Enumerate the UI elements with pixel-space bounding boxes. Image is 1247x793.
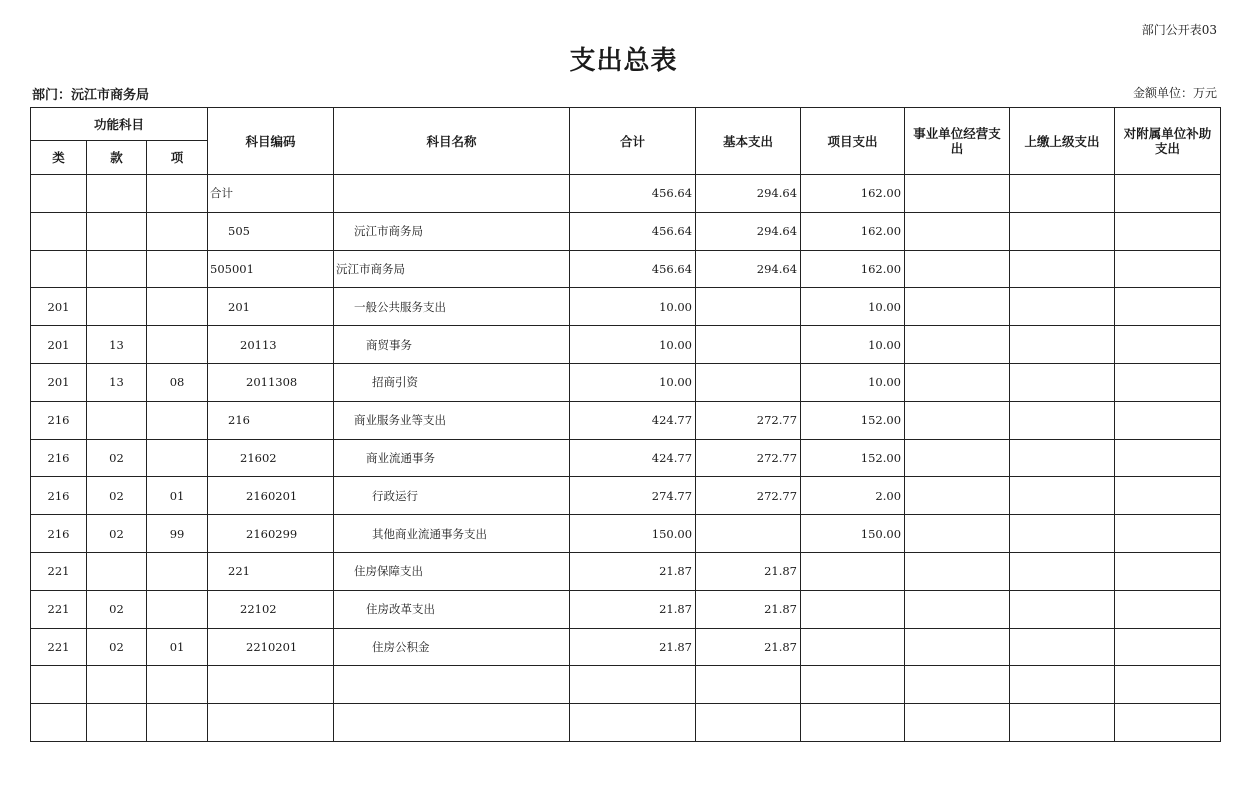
cell-total: 10.00	[570, 363, 696, 401]
cell-name	[334, 175, 570, 213]
table-row	[31, 704, 1221, 742]
cell-subsidy	[1115, 326, 1221, 364]
cell-basic	[696, 326, 801, 364]
cell-subsidy	[1115, 477, 1221, 515]
amount-unit-label: 金额单位：万元	[1132, 86, 1217, 100]
table-row	[31, 477, 1221, 515]
cell-kuan	[87, 666, 147, 704]
cell-kuan	[87, 175, 147, 213]
cell-project	[801, 666, 905, 704]
cell-project: 2.00	[801, 477, 905, 515]
cell-code: 216	[208, 401, 334, 439]
cell-upper	[1010, 288, 1115, 326]
table-row	[31, 288, 1221, 326]
cell-kuan	[87, 704, 147, 742]
cell-lei	[31, 250, 87, 288]
table-row	[31, 401, 1221, 439]
cell-basic: 294.64	[696, 250, 801, 288]
cell-basic	[696, 666, 801, 704]
cell-project: 162.00	[801, 175, 905, 213]
cell-subsidy	[1115, 401, 1221, 439]
cell-name: 招商引资	[334, 363, 570, 401]
cell-basic: 272.77	[696, 477, 801, 515]
header-project: 项目支出	[801, 108, 905, 175]
header-kuan: 款	[87, 141, 147, 175]
cell-name: 商业流通事务	[334, 439, 570, 477]
cell-total: 10.00	[570, 326, 696, 364]
cell-kuan: 02	[87, 515, 147, 553]
cell-subsidy	[1115, 175, 1221, 213]
cell-total: 10.00	[570, 288, 696, 326]
cell-upper	[1010, 326, 1115, 364]
cell-code: 22102	[208, 590, 334, 628]
table-row	[31, 666, 1221, 704]
cell-project: 150.00	[801, 515, 905, 553]
table-row	[31, 515, 1221, 553]
cell-name: 住房保障支出	[334, 552, 570, 590]
expenditure-table	[30, 107, 1221, 742]
table-row	[31, 326, 1221, 364]
header-basic: 基本支出	[696, 108, 801, 175]
cell-name: 住房公积金	[334, 628, 570, 666]
cell-project	[801, 590, 905, 628]
cell-name	[334, 666, 570, 704]
page-title: 支出总表	[569, 46, 678, 76]
cell-name: 商贸事务	[334, 326, 570, 364]
cell-name: 沅江市商务局	[334, 212, 570, 250]
cell-xiang	[147, 250, 208, 288]
cell-xiang	[147, 401, 208, 439]
cell-code: 21602	[208, 439, 334, 477]
cell-code: 2011308	[208, 363, 334, 401]
cell-business	[905, 212, 1010, 250]
cell-upper	[1010, 212, 1115, 250]
cell-lei: 216	[31, 477, 87, 515]
table-row	[31, 212, 1221, 250]
cell-upper	[1010, 666, 1115, 704]
cell-name	[334, 704, 570, 742]
header-xiang: 项	[147, 141, 208, 175]
cell-total: 456.64	[570, 212, 696, 250]
cell-xiang: 01	[147, 628, 208, 666]
header-row-1	[31, 108, 1221, 141]
cell-upper	[1010, 704, 1115, 742]
cell-xiang: 08	[147, 363, 208, 401]
cell-total: 424.77	[570, 401, 696, 439]
cell-code	[208, 704, 334, 742]
cell-basic: 294.64	[696, 175, 801, 213]
cell-kuan: 13	[87, 363, 147, 401]
header-business: 事业单位经营支出	[905, 108, 1010, 175]
cell-upper	[1010, 175, 1115, 213]
cell-subsidy	[1115, 212, 1221, 250]
cell-code: 221	[208, 552, 334, 590]
cell-kuan: 02	[87, 628, 147, 666]
header-name: 科目名称	[334, 108, 570, 175]
cell-subsidy	[1115, 590, 1221, 628]
header-lei: 类	[31, 141, 87, 175]
cell-total: 21.87	[570, 590, 696, 628]
cell-subsidy	[1115, 704, 1221, 742]
cell-upper	[1010, 439, 1115, 477]
cell-total	[570, 666, 696, 704]
cell-upper	[1010, 515, 1115, 553]
cell-xiang	[147, 552, 208, 590]
cell-lei	[31, 212, 87, 250]
cell-xiang	[147, 326, 208, 364]
cell-kuan: 02	[87, 439, 147, 477]
table-row	[31, 363, 1221, 401]
cell-total: 456.64	[570, 250, 696, 288]
cell-business	[905, 250, 1010, 288]
cell-business	[905, 401, 1010, 439]
cell-subsidy	[1115, 666, 1221, 704]
cell-business	[905, 704, 1010, 742]
cell-basic	[696, 363, 801, 401]
cell-upper	[1010, 363, 1115, 401]
cell-name: 其他商业流通事务支出	[334, 515, 570, 553]
cell-name: 沅江市商务局	[334, 250, 570, 288]
cell-name: 一般公共服务支出	[334, 288, 570, 326]
cell-business	[905, 590, 1010, 628]
cell-basic	[696, 515, 801, 553]
table-row	[31, 439, 1221, 477]
cell-project: 10.00	[801, 363, 905, 401]
cell-lei: 216	[31, 439, 87, 477]
cell-project	[801, 552, 905, 590]
cell-kuan	[87, 212, 147, 250]
cell-basic: 21.87	[696, 590, 801, 628]
cell-subsidy	[1115, 288, 1221, 326]
cell-xiang: 01	[147, 477, 208, 515]
cell-kuan: 13	[87, 326, 147, 364]
cell-code: 505	[208, 212, 334, 250]
cell-upper	[1010, 250, 1115, 288]
cell-upper	[1010, 477, 1115, 515]
cell-basic: 272.77	[696, 439, 801, 477]
cell-lei	[31, 704, 87, 742]
table-row	[31, 250, 1221, 288]
cell-lei	[31, 175, 87, 213]
cell-kuan: 02	[87, 590, 147, 628]
cell-business	[905, 175, 1010, 213]
cell-name: 商业服务业等支出	[334, 401, 570, 439]
cell-project: 152.00	[801, 439, 905, 477]
cell-lei: 201	[31, 363, 87, 401]
cell-kuan: 02	[87, 477, 147, 515]
cell-code: 201	[208, 288, 334, 326]
cell-subsidy	[1115, 515, 1221, 553]
cell-lei: 201	[31, 288, 87, 326]
cell-kuan	[87, 401, 147, 439]
cell-name: 住房改革支出	[334, 590, 570, 628]
header-subsidy: 对附属单位补助支出	[1115, 108, 1221, 175]
cell-total: 424.77	[570, 439, 696, 477]
cell-lei	[31, 666, 87, 704]
cell-xiang	[147, 666, 208, 704]
cell-project: 162.00	[801, 212, 905, 250]
cell-basic: 21.87	[696, 552, 801, 590]
cell-upper	[1010, 628, 1115, 666]
cell-subsidy	[1115, 628, 1221, 666]
cell-subsidy	[1115, 552, 1221, 590]
cell-lei: 221	[31, 628, 87, 666]
header-total: 合计	[570, 108, 696, 175]
cell-code: 2160299	[208, 515, 334, 553]
cell-xiang	[147, 212, 208, 250]
cell-xiang: 99	[147, 515, 208, 553]
cell-xiang	[147, 288, 208, 326]
cell-subsidy	[1115, 250, 1221, 288]
header-code: 科目编码	[208, 108, 334, 175]
cell-code	[208, 666, 334, 704]
cell-business	[905, 439, 1010, 477]
table-row	[31, 552, 1221, 590]
cell-lei: 216	[31, 401, 87, 439]
cell-basic: 272.77	[696, 401, 801, 439]
cell-basic	[696, 704, 801, 742]
cell-kuan	[87, 250, 147, 288]
cell-business	[905, 477, 1010, 515]
cell-business	[905, 666, 1010, 704]
table-row	[31, 175, 1221, 213]
cell-lei: 221	[31, 552, 87, 590]
cell-business	[905, 326, 1010, 364]
cell-business	[905, 515, 1010, 553]
cell-business	[905, 288, 1010, 326]
cell-project	[801, 628, 905, 666]
cell-code: 合计	[208, 175, 334, 213]
cell-xiang	[147, 439, 208, 477]
cell-total: 21.87	[570, 628, 696, 666]
cell-lei: 201	[31, 326, 87, 364]
cell-project: 10.00	[801, 326, 905, 364]
table-row	[31, 590, 1221, 628]
cell-code: 2210201	[208, 628, 334, 666]
cell-total: 274.77	[570, 477, 696, 515]
cell-project: 10.00	[801, 288, 905, 326]
cell-project	[801, 704, 905, 742]
cell-lei: 216	[31, 515, 87, 553]
cell-subsidy	[1115, 363, 1221, 401]
cell-code: 2160201	[208, 477, 334, 515]
cell-basic: 294.64	[696, 212, 801, 250]
cell-upper	[1010, 590, 1115, 628]
table-number: 部门公开表03	[1141, 23, 1217, 37]
cell-total: 456.64	[570, 175, 696, 213]
cell-project: 162.00	[801, 250, 905, 288]
cell-lei: 221	[31, 590, 87, 628]
cell-total: 150.00	[570, 515, 696, 553]
table-body	[31, 175, 1221, 742]
cell-basic	[696, 288, 801, 326]
cell-subsidy	[1115, 439, 1221, 477]
cell-business	[905, 363, 1010, 401]
table-row	[31, 628, 1221, 666]
cell-name: 行政运行	[334, 477, 570, 515]
cell-xiang	[147, 175, 208, 213]
cell-kuan	[87, 288, 147, 326]
header-function-group: 功能科目	[31, 108, 208, 141]
cell-code: 505001	[208, 250, 334, 288]
cell-kuan	[87, 552, 147, 590]
header-upper: 上缴上级支出	[1010, 108, 1115, 175]
cell-xiang	[147, 704, 208, 742]
cell-business	[905, 552, 1010, 590]
cell-upper	[1010, 401, 1115, 439]
cell-business	[905, 628, 1010, 666]
cell-project: 152.00	[801, 401, 905, 439]
cell-upper	[1010, 552, 1115, 590]
cell-total	[570, 704, 696, 742]
department-label: 部门：沅江市商务局	[32, 88, 150, 103]
cell-xiang	[147, 590, 208, 628]
cell-basic: 21.87	[696, 628, 801, 666]
cell-total: 21.87	[570, 552, 696, 590]
cell-code: 20113	[208, 326, 334, 364]
